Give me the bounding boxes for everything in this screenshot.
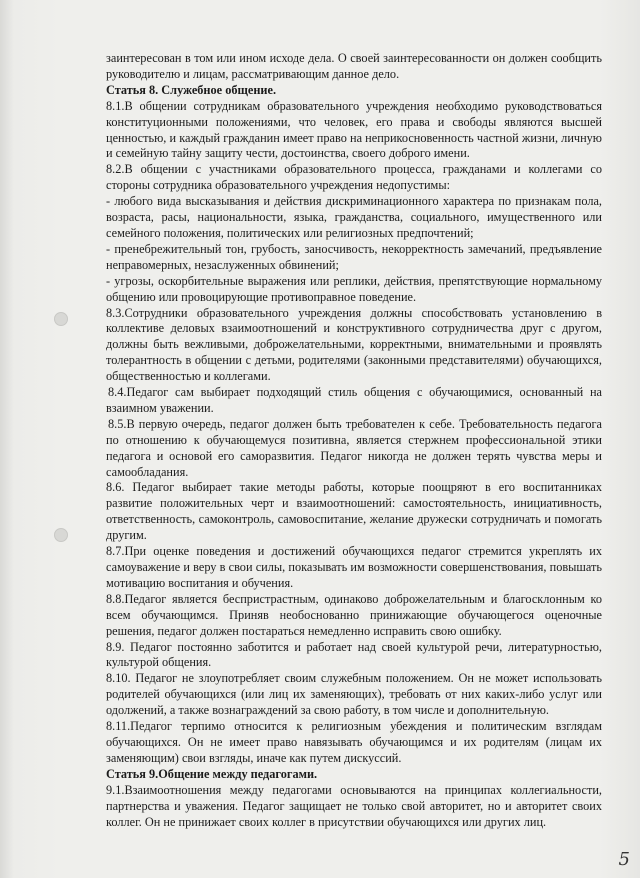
paragraph: 8.7.При оценке поведения и достижений обучающихся педагог стремится укреплять их самоуважение и веру в свои силы, показывать им возможности совершенствования, повышать мотивацию воспитания и обучения. bbox=[106, 544, 602, 590]
paragraph: 8.3.Сотрудники образовательного учреждения должны способствовать установлению в коллективе деловых взаимоотношений и конструктивного сотрудничества друг с другом, должны быть вежливыми, доброжелательными, корректными, внимательными и проявлять толерантность в общении с детьми, родителями (законными представителями) обучающихся, общественностью и коллегами. bbox=[106, 305, 602, 384]
paragraph: 8.5.В первую очередь, педагог должен быть требователен к себе. Требовательность педагога по отношению к обучающемуся позитивна, является стержнем профессиональной этики педагога и основой его саморазвития. Педагог никогда не должен терять чувства меры и самообладания. bbox=[106, 416, 602, 479]
document-body bbox=[106, 51, 602, 830]
paragraph: 8.2.В общении с участниками образовательного процесса, гражданами и коллегами со стороны сотрудника образовательного учреждения недопустимы: bbox=[106, 162, 602, 193]
paragraph: - любого вида высказывания и действия дискриминационного характера по признакам пола, возраста, расы, национальности, языка, гражданства, социального, имущественного или семейного положения, политических или религиозных предпочтений; bbox=[106, 194, 602, 240]
paragraph: - угрозы, оскорбительные выражения или реплики, действия, препятствующие нормальному общению или провоцирующие противоправное поведение. bbox=[106, 273, 602, 304]
paragraph: 8.10. Педагог не злоупотребляет своим служебным положением. Он не может использовать родителей обучающихся (или лиц их заменяющих), требовать от них каких-либо услуг или одолжений, а также вознаграждений за свою работу, в том числе и дополнительную. bbox=[106, 671, 602, 718]
paragraph: 8.6. Педагог выбирает такие методы работы, которые поощряют в его воспитанниках развитие положительных черт и взаимоотношений: самостоятельность, инициативность, ответственность, самоконтроль, самовоспитание, желание дружески сотрудничать и помогать другим. bbox=[106, 480, 602, 543]
paragraph: 8.9. Педагог постоянно заботится и работает над своей культурой речи, литературностью, культурой общения. bbox=[106, 639, 602, 670]
paragraph: 8.4.Педагог сам выбирает подходящий стиль общения с обучающимися, основанный на взаимном уважении. bbox=[106, 385, 602, 415]
section-heading: Статья 8. Служебное общение. bbox=[106, 82, 277, 97]
paragraph: 9.1.Взаимоотношения между педагогами основываются на принципах коллегиальности, партнерства и уважения. Педагог защищает не только свой авторитет, но и авторитет своих коллег. Он не принижает своих коллег в присутствии обучающихся или других лиц. bbox=[106, 782, 602, 829]
paragraph: заинтересован в том или ином исходе дела. О своей заинтересованности он должен сообщить руководителю и лицам, рассматривающим данное дело. bbox=[106, 51, 602, 81]
punch-hole bbox=[54, 312, 68, 326]
paragraph: 8.11.Педагог терпимо относится к религиозным убеждения и политическим взглядам обучающихся. Он не имеет право навязывать обучающимся и их родителям (лицам их заменяющим) свои взгляды, иначе как путем дискуссий. bbox=[106, 719, 602, 765]
page-number: 5 bbox=[618, 849, 630, 870]
punch-hole bbox=[54, 528, 68, 542]
section-heading: Статья 9.Общение между педагогами. bbox=[106, 766, 318, 781]
paragraph: - пренебрежительный тон, грубость, заносчивость, некорректность замечаний, предъявление неправомерных, незаслуженных обвинений; bbox=[106, 241, 602, 272]
paragraph: 8.1.В общении сотрудникам образовательного учреждения необходимо руководствоваться конституционными положениями, что человек, его права и свободы являются высшей ценностью, и каждый гражданин имеет право на неприкосновенность частной жизни, личную и семейную тайну защиту чести, достоинства, своего доброго имени. bbox=[106, 98, 602, 161]
paragraph: 8.8.Педагог является беспристрастным, одинаково доброжелательным и благосклонным ко всем обучающимся. Приняв необоснованно принижающие обучающегося оценочные решения, педагог должен постараться немедленно исправить свою ошибку. bbox=[106, 591, 602, 638]
